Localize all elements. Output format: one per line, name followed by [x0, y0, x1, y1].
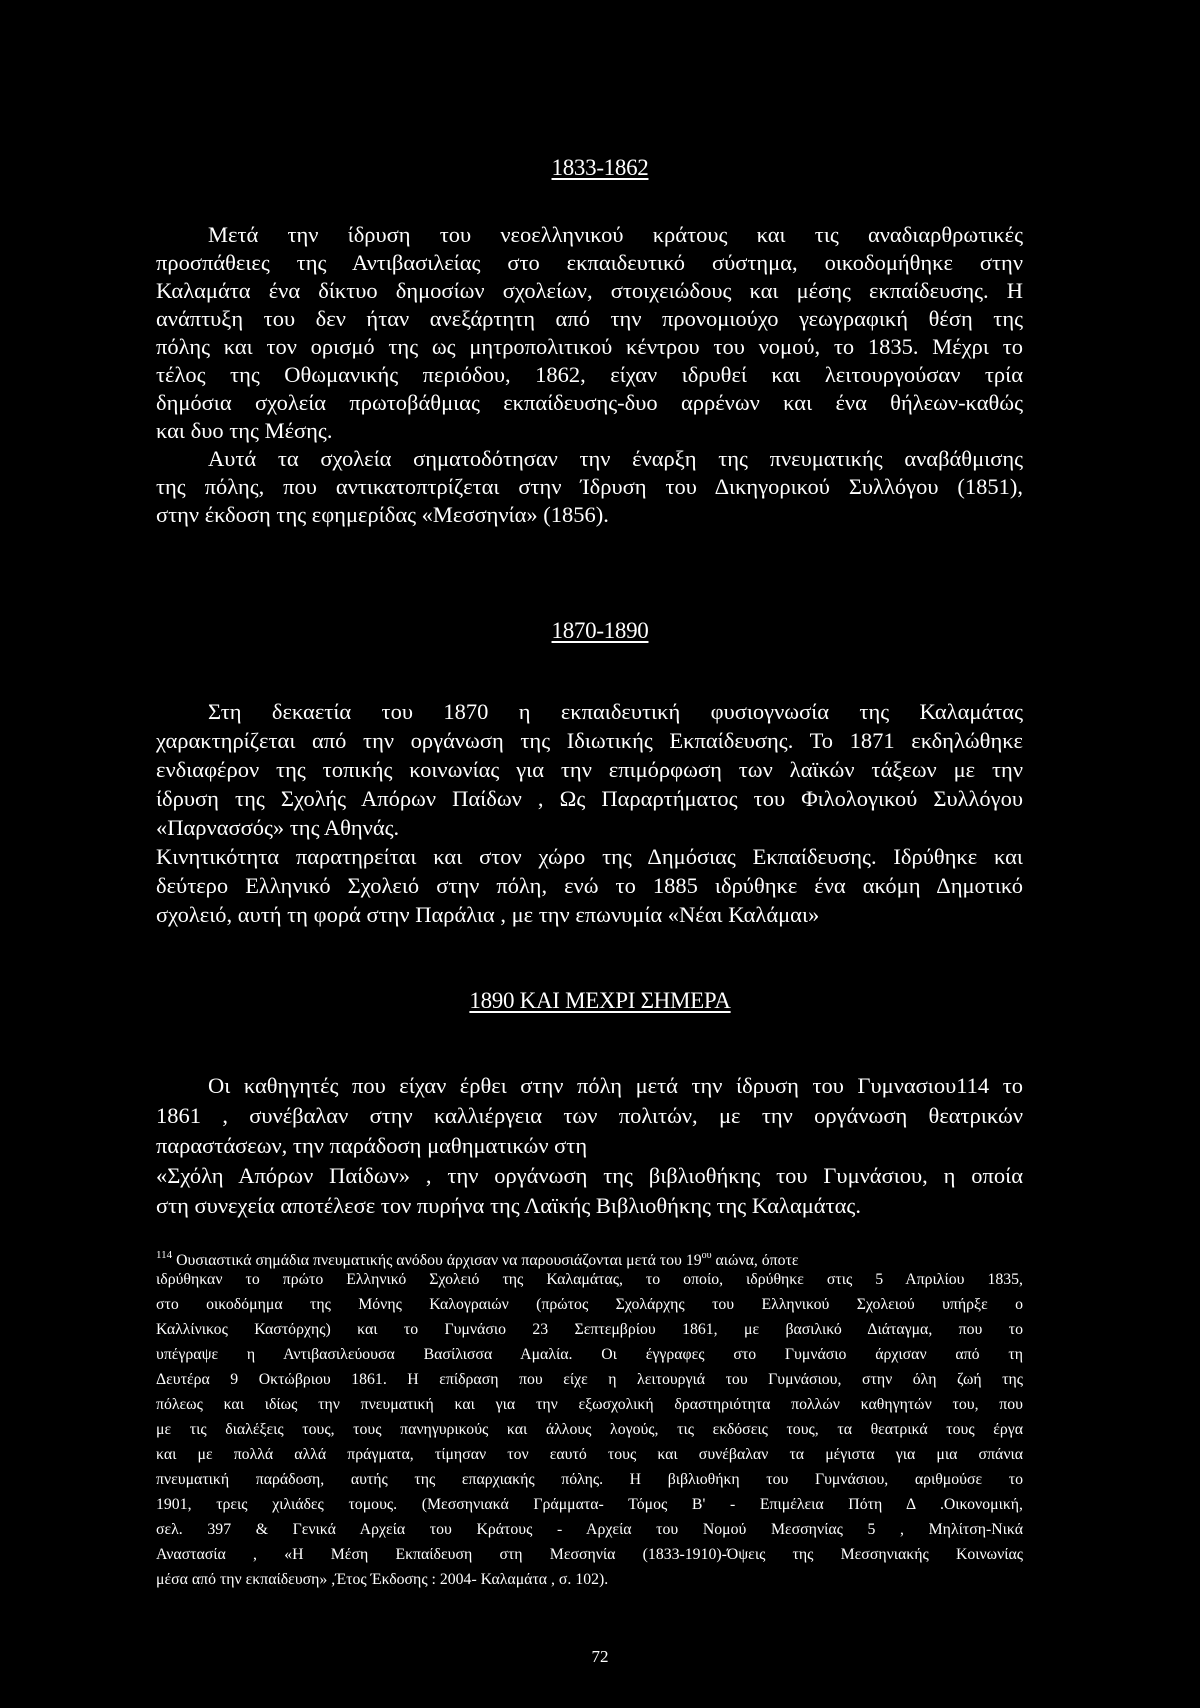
footnote-line: [156, 1245, 1023, 1271]
footnote-line: ιδρύθηκαν το πρώτο Ελληνικό Σχολειό της Καλαμάτας, το οποίο, ιδρύθηκε στις 5 Απριλίου 1835,: [156, 1271, 1023, 1288]
paragraph-line: Στη δεκαετία του 1870 η εκπαιδευτική φυσιογνωσία της Καλαμάτας: [208, 699, 1023, 724]
footnote-line: Καλλίνικος Καστόρχης) και το Γυμνάσιο 23 Σεπτεμβρίου 1861, με βασιλικό Διάταγμα, που το: [156, 1321, 1023, 1338]
paragraph-line: Αυτά τα σχολεία σηματοδότησαν την έναρξη της πνευματικής αναβάθμισης: [208, 446, 1023, 471]
paragraph-line: ανάπτυξη του δεν ήταν ανεξάρτητη από την προνομιούχο γεωγραφική θέση της: [156, 306, 1023, 331]
footnote-line: και με πολλά αλλά πράγματα, τίμησαν τον εαυτό τους και συνέβαλαν τα μέγιστα για μια σπάνια: [156, 1446, 1023, 1463]
paragraph-line: Μετά την ίδρυση του νεοελληνικού κράτους και τις αναδιαρθρωτικές: [208, 222, 1023, 247]
footnote-line: μέσα από την εκπαίδευση» ,Έτος Έκδοσης : 2004- Καλαμάτα , σ. 102).: [156, 1571, 609, 1588]
paragraph-line: ίδρυση της Σχολής Απόρων Παίδων , Ως Παραρτήματος του Φιλολογικού Συλλόγου: [156, 786, 1023, 811]
paragraph-line: δημόσια σχολεία πρωτοβάθμιας εκπαίδευσης-δυο αρρένων και ένα θήλεων-καθώς: [156, 390, 1023, 415]
paragraph-line: προσπάθειες της Αντιβασιλείας στο εκπαιδευτικό σύστημα, οικοδομήθηκε στην: [156, 250, 1023, 275]
paragraph-line: στη συνεχεία αποτέλεσε τον πυρήνα της Λαϊκής Βιβλιοθήκης της Καλαμάτας.: [156, 1193, 861, 1218]
footnote-line: Αναστασία , «Η Μέση Εκπαίδευση στη Μεσσηνία (1833-1910)-Όψεις της Μεσσηνιακής Κοινωνίας: [156, 1546, 1023, 1563]
footnote-superscript: ου: [701, 1250, 712, 1261]
paragraph-line: πόλης και τον ορισμό της ως μητροπολιτικού κέντρου του νομού, το 1835. Μέχρι το: [156, 334, 1023, 359]
footnote-text: αιώνα, όποτε: [711, 1252, 799, 1269]
footnote-line: σελ. 397 & Γενικά Αρχεία του Κράτους - Αρχεία του Νομού Μεσσηνίας 5 , Μηλίτση-Νικά: [156, 1521, 1023, 1538]
footnote-marker: 114: [156, 1249, 173, 1261]
paragraph-line: Κινητικότητα παρατηρείται και στον χώρο της Δημόσιας Εκπαίδευσης. Ιδρύθηκε και: [156, 844, 1023, 869]
paragraph-line: παραστάσεων, την παράδοση μαθηματικών στη: [156, 1133, 588, 1158]
page-number: 72: [591, 1647, 609, 1666]
footnote-text: Ουσιαστικά σημάδια πνευματικής ανόδου άρχισαν να παρουσιάζονται μετά του 19: [176, 1252, 702, 1269]
footnote-line: πόλεως και ιδίως την πνευματική και για την εξωσχολική δραστηριότητα πολλών καθηγητών του, που: [156, 1396, 1023, 1413]
section-heading-1833-1862: 1833-1862: [551, 155, 649, 180]
paragraph-line: 1861 , συνέβαλαν στην καλλιέργεια των πολιτών, με την οργάνωση θεατρικών: [156, 1103, 1023, 1128]
paragraph-line: ενδιαφέρον της τοπικής κοινωνίας για την επιμόρφωση των λαϊκών τάξεων με την: [156, 757, 1023, 782]
footnote-line: Δευτέρα 9 Οκτώβριου 1861. Η επίδραση που είχε η λειτουργιά του Γυμνάσιου, στην όλη ζωή της: [156, 1371, 1023, 1388]
paragraph-line: και δυο της Μέσης.: [156, 418, 333, 443]
paragraph-line: Οι καθηγητές που είχαν έρθει στην πόλη μετά την ίδρυση του Γυμνασιου114 το: [208, 1073, 1023, 1098]
footnote-line: στο οικοδόμημα της Μόνης Καλογραιών (πρώτος Σχολάρχης του Ελληνικού Σχολειού υπήρξε ο: [156, 1296, 1023, 1313]
footnote-line: πνευματική παράδοση, αυτής της επαρχιακής πόλης. Η βιβλιοθήκη του Γυμνάσιου, αριθμούσε το: [156, 1471, 1023, 1488]
paragraph-line: στην έκδοση της εφημερίδας «Μεσσηνία» (1856).: [156, 502, 609, 527]
footnote-line: 1901, τρεις χιλιάδες τομους. (Μεσσηνιακά Γράμματα- Τόμος Β' - Επιμέλεια Πότη Δ .Οικονομική,: [156, 1496, 1023, 1513]
paragraph-line: δεύτερο Ελληνικό Σχολειό στην πόλη, ενώ το 1885 ιδρύθηκε ένα ακόμη Δημοτικό: [156, 873, 1023, 898]
paragraph-line: «Παρνασσός» της Αθηνάς.: [156, 815, 400, 840]
section-heading-1870-1890: 1870-1890: [551, 618, 649, 643]
paragraph-line: τέλος της Οθωμανικής περιόδου, 1862, είχαν ιδρυθεί και λειτουργούσαν τρία: [156, 362, 1023, 387]
paragraph-line: σχολειό, αυτή τη φορά στην Παράλια , με την επωνυμία «Νέαι Καλάμαι»: [156, 902, 820, 927]
paragraph-line: «Σχόλη Απόρων Παίδων» , την οργάνωση της βιβλιοθήκης του Γυμνάσιου, η οποία: [156, 1163, 1023, 1188]
footnote-line: με τις διαλέξεις τους, τους πανηγυρικούς και άλλους λογούς, τις εκδόσεις τους, τα θεατρικά τους έργα: [156, 1421, 1023, 1438]
section-heading-1890-today: 1890 ΚΑΙ ΜΕΧΡΙ ΣΗΜΕΡΑ: [469, 988, 731, 1013]
footnote-line: υπέγραψε η Αντιβασιλεύουσα Βασίλισσα Αμαλία. Οι έγγραφες στο Γυμνάσιο άρχισαν από τη: [156, 1346, 1023, 1363]
paragraph-line: χαρακτηρίζεται από την οργάνωση της Ιδιωτικής Εκπαίδευσης. Το 1871 εκδηλώθηκε: [156, 728, 1023, 753]
paragraph-line: της πόλης, που αντικατοπτρίζεται στην Ίδρυση του Δικηγορικού Συλλόγου (1851),: [156, 474, 1023, 499]
paragraph-line: Καλαμάτα ένα δίκτυο δημοσίων σχολείων, στοιχειώδους και μέσης εκπαίδευσης. Η: [156, 278, 1023, 303]
